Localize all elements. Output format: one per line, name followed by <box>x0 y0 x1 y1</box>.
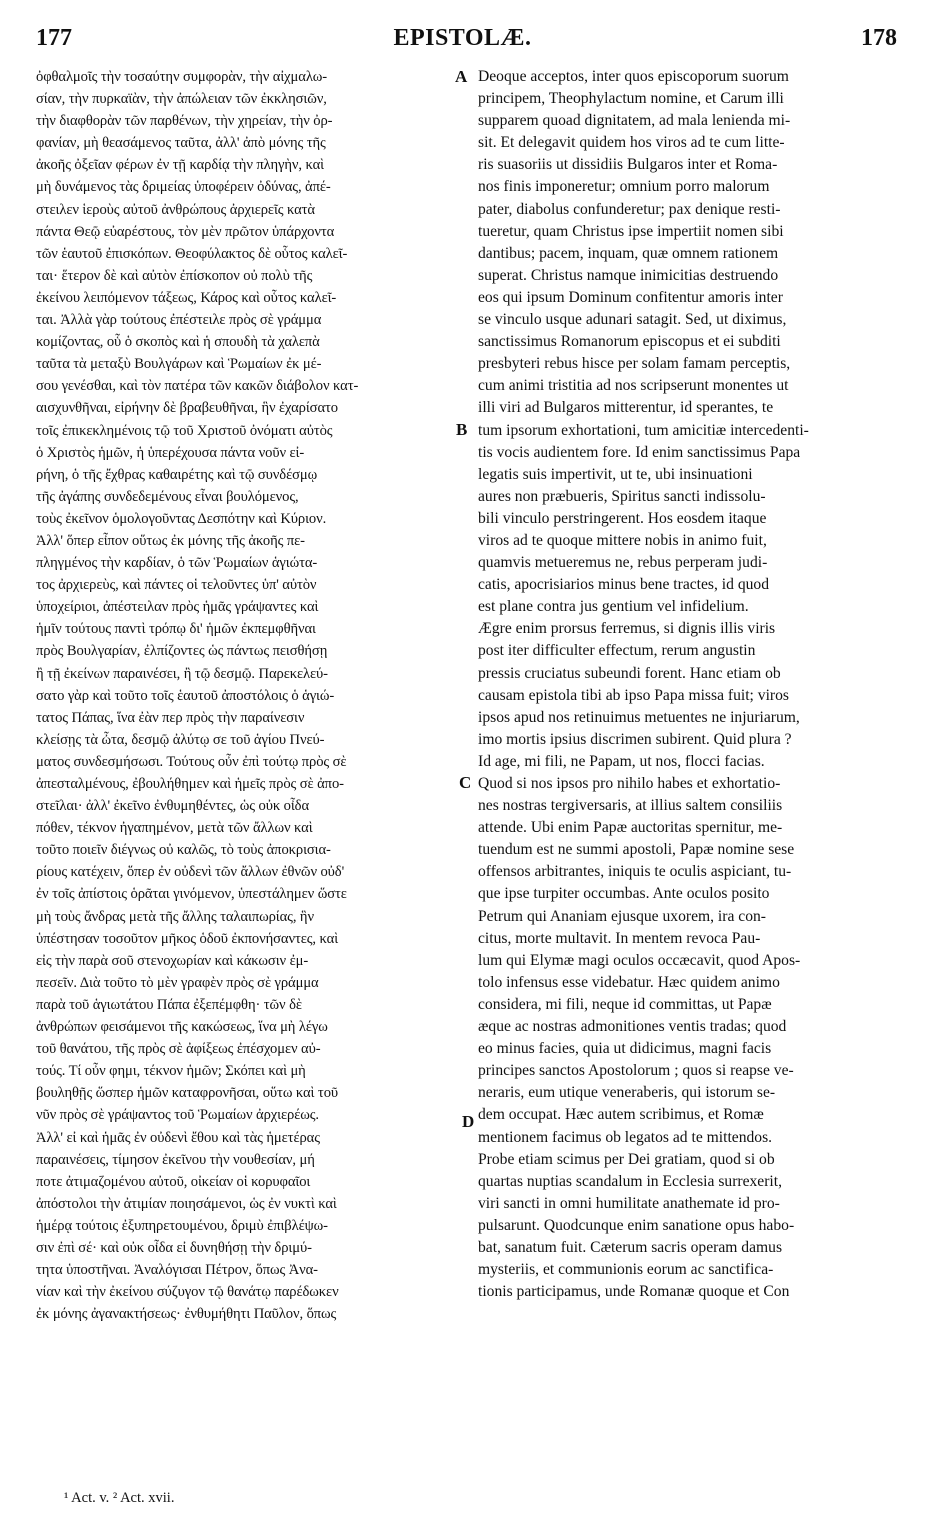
greek-text-line: πρὸς Βουλγαρίαν, ἐλπίζοντες ὡς πάντως πεισθήσῃ <box>36 643 328 660</box>
greek-text-line: εἰς τὴν παρὰ σοῦ στενοχωρίαν καὶ κάκωσιν ἐμ- <box>36 952 309 969</box>
latin-text-line: eos qui ipsum Dominum confitentur amoris inter <box>478 288 783 306</box>
greek-text-line: ἢ τῇ ἐκείνων παραινέσει, ἢ τῷ δεσμῷ. Παρεκελεύ- <box>36 665 328 682</box>
running-title: EPISTOLÆ. <box>393 25 532 51</box>
latin-text-line: Petrum qui Ananiam ejusque uxorem, ira con- <box>478 907 766 925</box>
greek-text-line: νίαν καὶ τὴν ἐκείνου σύζυγον τῷ θανάτῳ παρέδωκεν <box>36 1284 339 1301</box>
greek-text-line: ται· ἕτερον δὲ καὶ αὐτὸν ἐπίσκοπον οὐ πολὺ τῆς <box>36 267 313 284</box>
latin-text-line: que ipse turpiter occumbas. Ante oculos posito <box>478 885 770 903</box>
latin-column <box>478 66 898 1303</box>
greek-text-line: βουληθῇς ὥσπερ ἡμῶν καταφρονῆσαι, οὕτω καὶ τοῦ <box>36 1085 339 1102</box>
greek-text-line: παρὰ τοῦ ἁγιωτάτου Πάπα ἐξεπέμφθη· τῶν δὲ <box>36 996 302 1013</box>
latin-text-line: pater, diabolus confunderetur; pax denique resti- <box>478 200 781 218</box>
latin-text-line: est plane contra jus gentium vel infidelium. <box>478 598 749 616</box>
greek-text-line: κλείσῃς τὰ ὦτα, δεσμῷ ἀλύτῳ σε τοῦ ἁγίου Πνεύ- <box>36 731 325 748</box>
greek-text-line: ται. Ἀλλὰ γὰρ τούτους ἐπέστειλε πρὸς σὲ γράμμα <box>36 312 322 329</box>
latin-text-line: tueretur, quam Christus ipse impertiit nomen sibi <box>478 222 784 240</box>
latin-text-line: se vinculo usque adunari satagit. Sed, ut diximus, <box>478 311 787 329</box>
greek-text-line: τος ἀρχιερεὺς, καὶ πάντες οἱ τελοῦντες ὑπ' αὐτὸν <box>36 577 317 594</box>
latin-text-line: bili vinculo perstringerent. Hos eosdem itaque <box>478 509 767 527</box>
latin-text-line: citus, morte multavit. In mentem revoca Pau- <box>478 929 761 947</box>
greek-text-line: πεσεῖν. Διὰ τοῦτο τὸ μὲν γραφὲν πρὸς σὲ γράμμα <box>36 974 319 991</box>
latin-text-line: Deoque acceptos, inter quos episcoporum suorum <box>478 68 789 85</box>
greek-text-line: ἡμῖν τούτους παντὶ τρόπῳ δι' ἡμῶν ἐκπεμφθῆναι <box>36 621 316 638</box>
latin-text-line: nes nostras tergiversaris, at illius saltem consiliis <box>478 797 783 815</box>
greek-text-line: τοῦ θανάτου, τῆς πρὸς σὲ ἀφίξεως ἐπέσχομεν αὐ- <box>36 1041 321 1058</box>
latin-text-line: Id age, mi fili, ne Papam, ut nos, flocci facias. <box>478 752 765 770</box>
greek-text-line: Ἀλλ' εἰ καὶ ἡμᾶς ἐν οὐδενὶ ἔθου καὶ τὰς ἡμετέρας <box>36 1129 320 1146</box>
latin-text-line: sit. Et delegavit quidem hos viros ad te cum litte- <box>478 134 785 152</box>
latin-text-line: neraris, eum utique veneraberis, qui istorum se- <box>478 1084 776 1102</box>
greek-text-line: στειλεν ἱεροὺς αὐτοῦ ἀνθρώπους ἀρχιερεῖς κατὰ <box>36 201 315 218</box>
greek-text-line: ὑποχείριοι, ἀπέστειλαν πρὸς ἡμᾶς γράψαντες καὶ <box>36 599 319 616</box>
greek-text-line: πληγμένος τὴν καρδίαν, ὁ τῶν Ῥωμαίων ἁγιώτα- <box>36 555 318 572</box>
greek-text-line: σιν ἐπὶ σέ· καὶ οὐκ οἶδα εἰ δυνηθήσῃ τὴν δριμύ- <box>36 1239 312 1256</box>
greek-text-line: ἐκείνου λειπόμενον τάξεως, Κάρος καὶ οὗτος καλεῖ- <box>36 289 337 306</box>
latin-text-line: sanctissimus Romanorum episcopus et ei subditi <box>478 333 781 351</box>
greek-text-line: ποτε ἀτιμαζομένου αὐτοῦ, οἰκείαν οἱ κορυφαῖοι <box>36 1173 311 1190</box>
greek-column <box>36 66 454 1325</box>
latin-text-line: bat, sanatum fuit. Cæterum sacris operam damus <box>478 1238 783 1256</box>
latin-text-line: quamvis metueremus ne, rebus perperam judi- <box>478 554 768 572</box>
latin-text-line: tolo infensus esse videbatur. Hæc quidem animo <box>478 973 780 991</box>
left-page-number: 177 <box>36 25 72 51</box>
greek-text-line: ρίους κατέχειν, ὅπερ ἐν οὐδενὶ τῶν ἄλλων ἐθνῶν οὐδ' <box>36 864 345 881</box>
greek-text-line: τῶν ἑαυτοῦ ἐπισκόπων. Θεοφύλακτος δὲ οὗτος καλεῖ- <box>36 245 348 262</box>
greek-text-line: νῦν πρὸς σὲ γράψαντος τοῦ Ῥωμαίων ἀρχιερέως. <box>36 1107 319 1124</box>
greek-text-line: τοῦτο ποιεῖν διέγνως οὐ καλῶς, τὸ τοὺς ἀποκρισια- <box>36 842 331 859</box>
right-page-number: 178 <box>861 25 897 51</box>
latin-text-line: principem, Theophylactum nomine, et Carum illi <box>478 90 784 108</box>
latin-text-line: viri sancti in omni humilitate anathemate id pro- <box>478 1194 780 1212</box>
latin-text-line: tis vocis audientem fore. Id enim sanctissimus Papa <box>478 443 801 461</box>
latin-text-line: aures non præbueris, Spiritus sancti indissolu- <box>478 487 766 505</box>
greek-text-line: αισχυνθῆναι, εἰρήνην δὲ βραβευθῆναι, ἣν ἐχαρίσατο <box>36 400 338 417</box>
greek-text-line: τούς. Τί οὖν φημι, τέκνον ἡμῶν; Σκόπει καὶ μὴ <box>36 1063 306 1080</box>
latin-text-line: tum ipsorum exhortationi, tum amicitiæ intercedenti- <box>478 421 809 439</box>
latin-text-line: dem occupat. Hæc autem scribimus, et Romæ <box>478 1106 764 1124</box>
latin-text-line: ris suasoriis ut dissidiis Bulgaros inter et Roma- <box>478 156 778 174</box>
greek-text-line: ματος συνδεσμήσωσι. Τούτους οὖν ἐπὶ τούτῳ πρὸς σὲ <box>36 753 347 770</box>
latin-text-line: nos finis imponeretur; omnium porro malorum <box>478 178 770 196</box>
greek-text-line: ὁ Χριστὸς ἡμῶν, ἡ ὑπερέχουσα πάντα νοῦν εἰ- <box>36 444 305 461</box>
greek-text-line: ταῦτα τὰ μεταξὺ Βουλγάρων καὶ Ῥωμαίων ἐκ μέ- <box>36 356 322 373</box>
latin-text-line: æque ac nostras admonitiones ventis tradas; quod <box>478 1018 787 1036</box>
latin-text-line: lum qui Elymæ magi oculos occæcavit, quod Apos- <box>478 951 801 969</box>
greek-text-line: τατος Πάπας, ἵνα ἐὰν περ πρὸς τὴν παραίνεσιν <box>36 709 305 726</box>
greek-text-line: ἐκ μόνης ἀγανακτήσεως· ἐνθυμήθητι Παῦλον, ὅπως <box>36 1306 337 1323</box>
greek-text-line: ἀπόστολοι τὴν ἀτιμίαν ποιησάμενοι, ὡς ἐν νυκτὶ καὶ <box>36 1195 337 1212</box>
greek-text-line: φανίαν, μὴ θεασάμενος ταῦτα, ἀλλ' ἀπὸ μόνης τῆς <box>36 135 326 152</box>
latin-text-line: catis, apocrisiarios minus bene tractes, id quod <box>478 576 770 594</box>
greek-text-line: πόθεν, τέκνον ἠγαπημένον, μετὰ τῶν ἄλλων καὶ <box>36 820 313 837</box>
greek-text-line: Ἀλλ' ὅπερ εἶπον οὕτως ἐκ μόνης τῆς ἀκοῆς πε- <box>36 532 305 549</box>
latin-text-line: mysteriis, et communionis eorum ac sanctifica- <box>478 1261 774 1279</box>
latin-text-line: supparem quoad dignitatem, ad mala lenienda mi- <box>478 112 791 130</box>
greek-text-line: ὑπέστησαν τοσοῦτον μῆκος ὁδοῦ ἐκπονήσαντες, καὶ <box>36 930 339 947</box>
latin-text-line: quartas nuptias scandalum in Ecclesia surrexerit, <box>478 1172 782 1190</box>
margin-letter-d: D <box>462 1112 475 1131</box>
latin-text-line: imo mortis ipsius discrimen subirent. Quid plura ? <box>478 730 792 748</box>
greek-text-line: τητα ὑποστῆναι. Ἀναλόγισαι Πέτρον, ὅπως Ἀνα- <box>36 1262 318 1279</box>
latin-text-line: Quod si nos ipsos pro nihilo habes et exhortatio- <box>478 775 781 792</box>
greek-text-line: τοὺς ἐκεῖνον ὁμολογοῦντας Δεσπότην καὶ Κύριον. <box>36 510 327 527</box>
greek-text-line: ἐν τοῖς ἀπίστοις ὁρᾶται γινόμενον, ὑπεστάλημεν ὥστε <box>36 886 347 903</box>
footnote: ¹ Act. v. ² Act. xvii. <box>64 1490 175 1506</box>
latin-text-line: superat. Christus namque inimicitias destruendo <box>478 266 779 284</box>
latin-text-line: illi viri ad Bulgaros mitterentur, id sperantes, te <box>478 399 774 417</box>
latin-text-line: legatis suis impertivit, ut te, ubi insinuationi <box>478 465 753 483</box>
greek-text-line: πάντα Θεῷ εὐαρέστους, τὸν μὲν πρῶτον ὑπάρχοντα <box>36 223 335 240</box>
latin-text-line: ipsos apud nos retinuimus metuentes ne injuriarum, <box>478 708 800 726</box>
greek-text-line: τοῖς ἐπικεκλημένοις τῷ τοῦ Χριστοῦ ὀνόματι αὐτὸς <box>36 422 333 439</box>
greek-text-line: ἀκοῆς ὀξεῖαν φέρων ἐν τῇ καρδίᾳ τὴν πληγὴν, καὶ <box>36 157 325 174</box>
latin-text-line: pressis cruciatus subeundi forent. Hanc etiam ob <box>478 664 781 682</box>
greek-text-line: σατο γὰρ καὶ τοῦτο τοῖς ἑαυτοῦ ἀποστόλοις ὁ ἁγιώ- <box>36 687 335 704</box>
latin-text-line: tionis participamus, unde Romanæ quoque et Con <box>478 1283 790 1301</box>
greek-text-line: τῆς ἀγάπης συνδεδεμένους εἶναι βουλόμενος, <box>36 488 299 505</box>
greek-text-line: μὴ δυνάμενος τὰς δριμείας ὑποφέρειν ὀδύνας, ἀπέ- <box>36 179 331 196</box>
greek-text-line: ὀφθαλμοῖς τὴν τοσαύτην συμφορὰν, τὴν αἰχμαλω- <box>36 69 328 85</box>
margin-letter-c: C <box>459 773 472 792</box>
latin-text-line: causam epistola tibi ab ipso Papa missa fuit; viros <box>478 686 789 704</box>
latin-text-line: cum animi tristitia ad nos scripserunt monentes ut <box>478 377 789 395</box>
latin-text-line: offensos arbitrantes, iniquis te oculis aspiciant, tu- <box>478 863 792 881</box>
greek-text-line: τὴν διαφθορὰν τῶν παρθένων, τὴν χηρείαν, τὴν ὀρ- <box>36 113 333 130</box>
margin-letter-a: A <box>455 67 468 86</box>
latin-text-line: principes sanctos Apostolorum ; quos si reapse ve- <box>478 1062 794 1080</box>
latin-text-line: Ægre enim prorsus ferremus, si dignis illis viris <box>478 620 776 638</box>
latin-text-line: Probe etiam scimus per Dei gratiam, quod si ob <box>478 1150 775 1168</box>
greek-text-line: σίαν, τὴν πυρκαϊὰν, τὴν ἀπώλειαν τῶν ἐκκλησιῶν, <box>36 91 327 108</box>
latin-text-line: considera, mi fili, neque id committas, ut Papæ <box>478 995 772 1013</box>
latin-text-line: tuendum est ne summi apostoli, Papæ nomine sese <box>478 841 795 859</box>
greek-text-line: ἀνθρώπων φεισάμενοι τῆς κακώσεως, ἵνα μὴ λέγω <box>36 1019 328 1036</box>
latin-text-line: dantibus; pacem, inquam, quæ omnem rationem <box>478 244 779 262</box>
greek-text-line: στεῖλαι· ἀλλ' ἐκεῖνο ἐνθυμηθέντες, ὡς οὐκ οἶδα <box>36 798 309 815</box>
greek-text-line: παραινέσεις, τίμησον ἐκεῖνου τὴν νουθεσίαν, μή <box>36 1151 315 1168</box>
latin-text-line: presbyteri rebus hisce per solam famam perceptis, <box>478 355 791 373</box>
greek-text-line: ἀπεσταλμένους, ἐβουλήθημεν καὶ ἡμεῖς πρὸς σὲ ἀπο- <box>36 776 344 792</box>
greek-text-line: ρήνη, ὁ τῆς ἔχθρας καθαιρέτης καὶ τῷ συνδέσμῳ <box>36 466 318 483</box>
greek-text-line: ἡμέρᾳ τούτοις ἐξυπηρετουμένου, δριμὺ ἐπιβλέψω- <box>36 1217 328 1234</box>
latin-text-line: eo minus facies, quia ut didicimus, magni facis <box>478 1040 772 1058</box>
greek-text-line: κομίζοντας, οὗ ὁ σκοπὸς καὶ ἡ σπουδὴ τὰ χαλεπὰ <box>36 334 320 351</box>
greek-text-line: σου γενέσθαι, καὶ τὸν πατέρα τῶν κακῶν διάβολον κατ- <box>36 378 359 395</box>
greek-text-line: μὴ τοὺς ἄνδρας μετὰ τῆς ἄλλης ταλαιπωρίας, ἣν <box>36 908 314 925</box>
latin-text-line: attende. Ubi enim Papæ auctoritas spernitur, me- <box>478 819 783 837</box>
margin-letter-b: B <box>456 420 468 439</box>
latin-text-line: viros ad te quoque mittere nobis in animo fuit, <box>478 531 767 549</box>
latin-text-line: mentionem facimus ob legatos ad te mittendos. <box>478 1128 773 1146</box>
latin-text-line: pulsarunt. Quodcunque enim sanatione opus habo- <box>478 1216 795 1234</box>
latin-text-line: post iter difficulter effectum, rerum angustin <box>478 642 756 660</box>
